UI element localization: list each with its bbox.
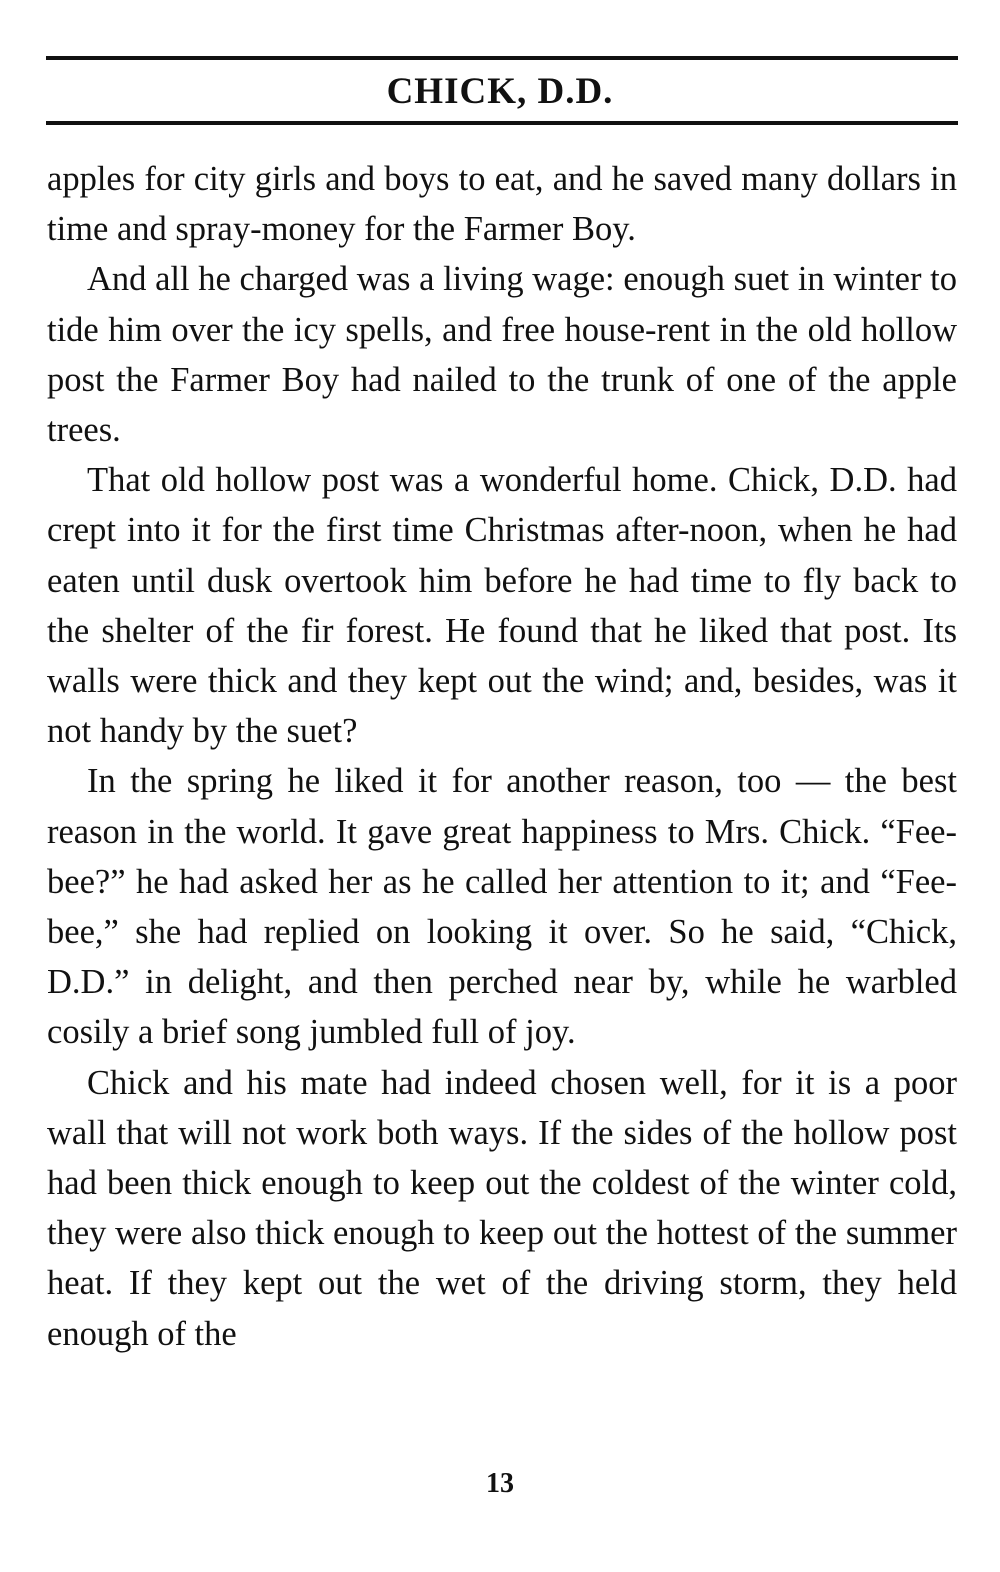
paragraph: And all he charged was a living wage: enough suet in winter to tide him over the icy spells, and free house-rent in the old hollow post the Farmer Boy had nailed to the trunk of one of the apple trees. bbox=[47, 260, 957, 450]
paragraph-continued: apples for city girls and boys to eat, and he saved many dollars in time and spray-money for the Farmer Boy. bbox=[47, 160, 957, 249]
paragraph: In the spring he liked it for another reason, too — the best reason in the world. It gave great happiness to Mrs. Chick. “Fee-bee?” he had asked her as he called her attention to it; and “Fee-bee,” she had replied on looking it over. So he said, “Chick, D.D.” in delight, and then perched near by, while he warbled cosily a brief song jumbled full of joy. bbox=[47, 762, 957, 1052]
body-text bbox=[47, 154, 957, 1359]
header-bottom-rule bbox=[46, 121, 958, 125]
header-top-rule bbox=[46, 56, 958, 60]
paragraph: Chick and his mate had indeed chosen well, for it is a poor wall that will not work both ways. If the sides of the hollow post had been thick enough to keep out the coldest of the winter cold, they were also thick enough to keep out the hottest of the summer heat. If they kept out the wet of the driving storm, they held enough of the bbox=[47, 1063, 957, 1353]
page-number: 13 bbox=[486, 1468, 514, 1499]
paragraph: That old hollow post was a wonderful home. Chick, D.D. had crept into it for the first time Christmas after-noon, when he had eaten until dusk overtook him before he had time to fly back to the shelter of the fir forest. He found that he liked that post. Its walls were thick and they kept out the wind; and, besides, was it not handy by the suet? bbox=[47, 461, 957, 751]
running-title: CHICK, D.D. bbox=[386, 71, 614, 112]
